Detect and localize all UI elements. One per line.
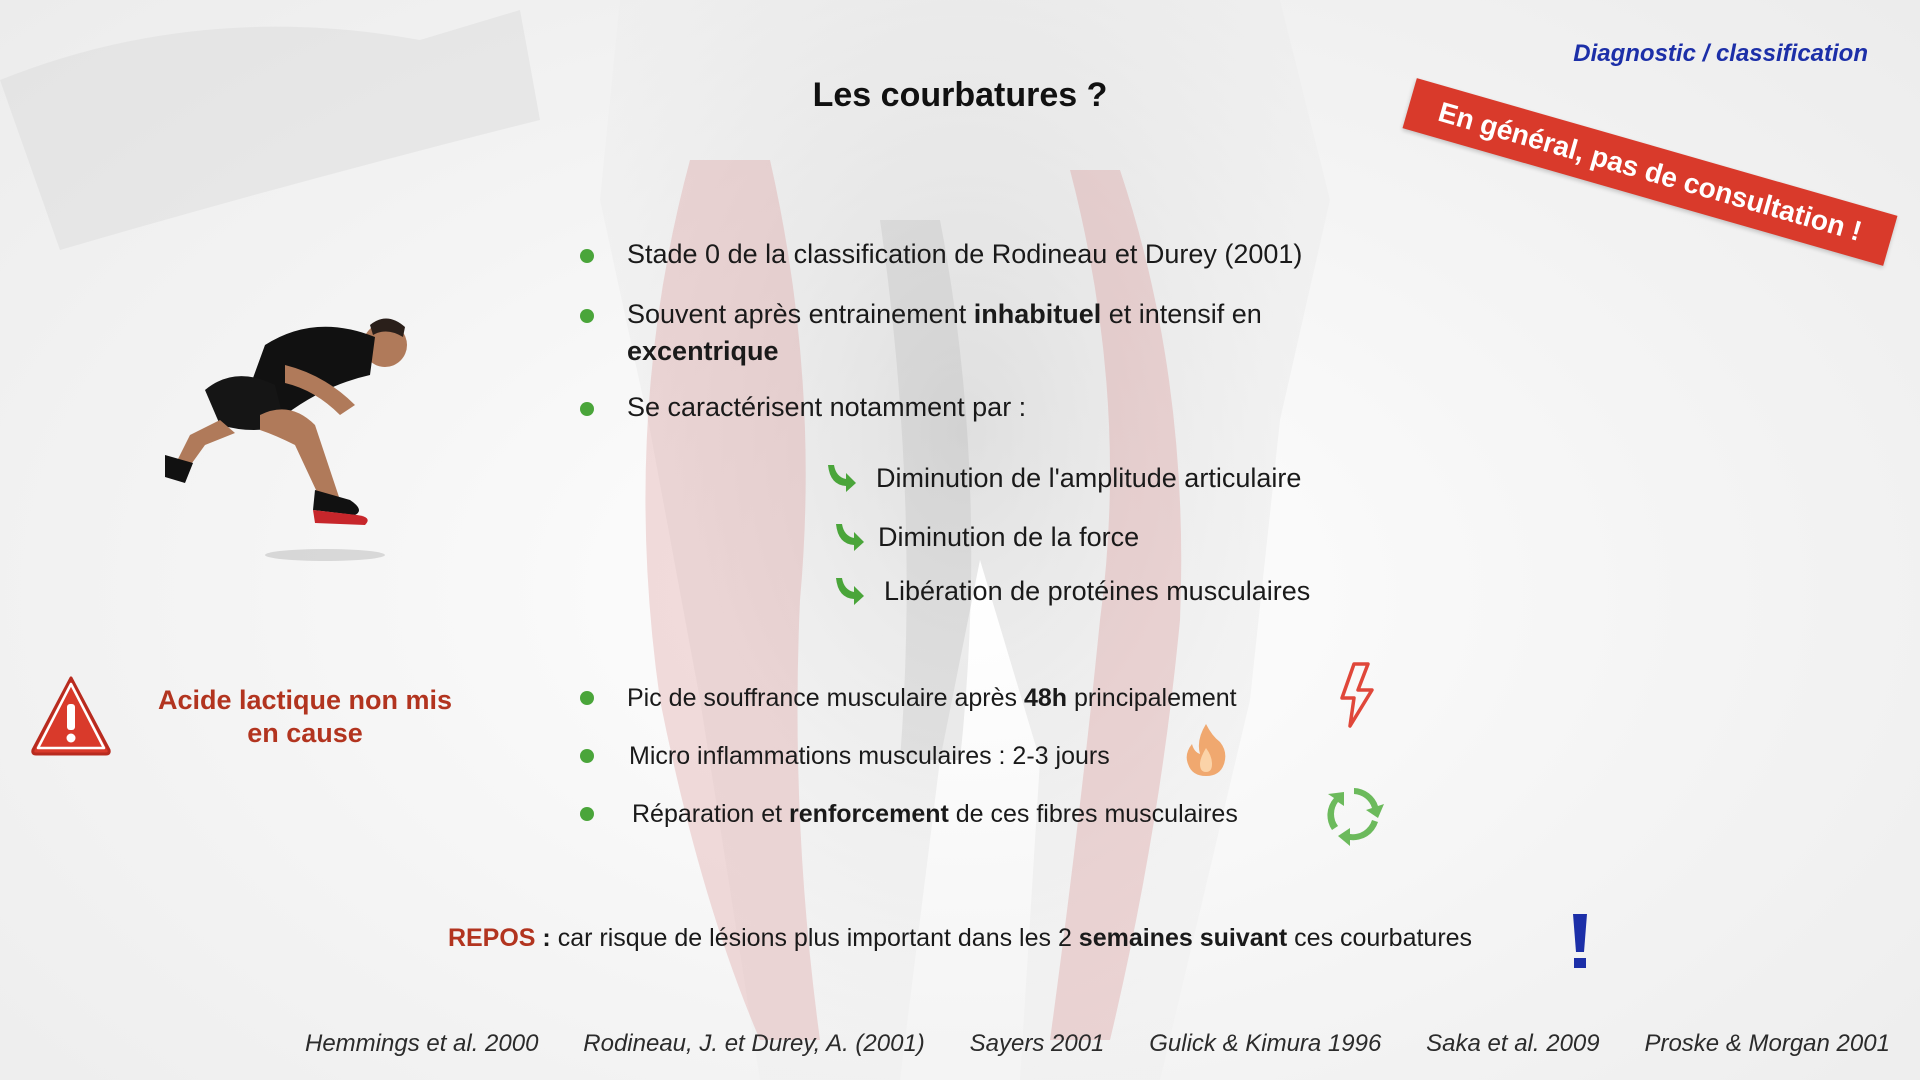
bullet-text: Micro inflammations musculaires : 2-3 jours — [629, 742, 1110, 770]
repos-colon: : — [535, 924, 558, 952]
bullet-dot-icon — [580, 249, 594, 263]
sub-item — [832, 519, 1139, 555]
athlete-stretching-image — [165, 305, 430, 565]
bullet-dot-icon — [580, 402, 594, 416]
bullet-text: Souvent après entrainement — [627, 299, 974, 329]
sub-item — [832, 573, 1310, 609]
bullet-text: Réparation et — [632, 800, 790, 828]
repos-bold-text: semaines suivant — [1078, 924, 1288, 952]
sub-item-label: Libération de protéines musculaires — [884, 576, 1311, 606]
green-turn-arrow-icon — [832, 576, 866, 606]
slide-title: Les courbatures ? — [812, 76, 1108, 114]
repos-text: ces courbatures — [1287, 924, 1473, 952]
warning-line-2: en cause — [247, 718, 363, 748]
bullet-item — [580, 798, 1238, 830]
bullet-bold-text: excentrique — [627, 336, 779, 366]
green-turn-arrow-icon — [832, 522, 866, 552]
banner-text: En général, pas de consultation ! — [1434, 96, 1866, 247]
exclamation-icon — [1568, 912, 1592, 968]
sub-item — [824, 460, 1301, 496]
bullet-item — [580, 389, 1357, 426]
bullet-item — [580, 682, 1237, 714]
bullet-text: et intensif en — [1101, 299, 1262, 329]
bullet-text: principalement — [1067, 684, 1237, 712]
bullet-item — [580, 236, 1302, 273]
bullet-dot-icon — [580, 309, 594, 323]
bullet-text: Pic de souffrance musculaire après — [627, 684, 1024, 712]
green-turn-arrow-icon — [824, 463, 858, 493]
flame-icon — [1182, 722, 1230, 778]
bullet-dot-icon — [580, 749, 594, 763]
bullet-bold-text: renforcement — [789, 800, 949, 828]
bullet-bold-text: 48h — [1023, 684, 1068, 712]
bullet-text: Se caractérisent notamment par : — [627, 392, 1027, 422]
warning-line-1: Acide lactique non mis — [157, 685, 453, 715]
reference: Sayers 2001 — [969, 1030, 1105, 1057]
lightning-icon — [1340, 662, 1374, 728]
bullet-text: de ces fibres musculaires — [948, 800, 1238, 828]
recycle-icon — [1322, 782, 1386, 846]
reference: Saka et al. 2009 — [1426, 1030, 1600, 1057]
bullet-text: Stade 0 de la classification de Rodineau et Durey (2001) — [627, 239, 1303, 269]
bullet-dot-icon — [580, 691, 594, 705]
sub-item-label: Diminution de la force — [878, 522, 1140, 552]
bullet-item — [580, 740, 1110, 772]
section-tag: Diagnostic / classification — [1573, 40, 1868, 67]
bullet-item — [580, 296, 1357, 370]
lactic-acid-warning-text — [150, 684, 460, 750]
reference: Proske & Morgan 2001 — [1644, 1030, 1890, 1057]
bullet-bold-text: inhabituel — [973, 299, 1102, 329]
rest-recommendation — [0, 924, 1920, 953]
repos-text: car risque de lésions plus important dans les 2 — [557, 924, 1079, 952]
references — [305, 1030, 1890, 1058]
bullet-dot-icon — [580, 807, 594, 821]
repos-label: REPOS — [447, 924, 536, 952]
reference: Gulick & Kimura 1996 — [1149, 1030, 1382, 1057]
reference: Rodineau, J. et Durey, A. (2001) — [583, 1030, 925, 1057]
warning-triangle-icon — [30, 674, 112, 758]
reference: Hemmings et al. 2000 — [305, 1030, 539, 1057]
sub-item-label: Diminution de l'amplitude articulaire — [876, 463, 1302, 493]
